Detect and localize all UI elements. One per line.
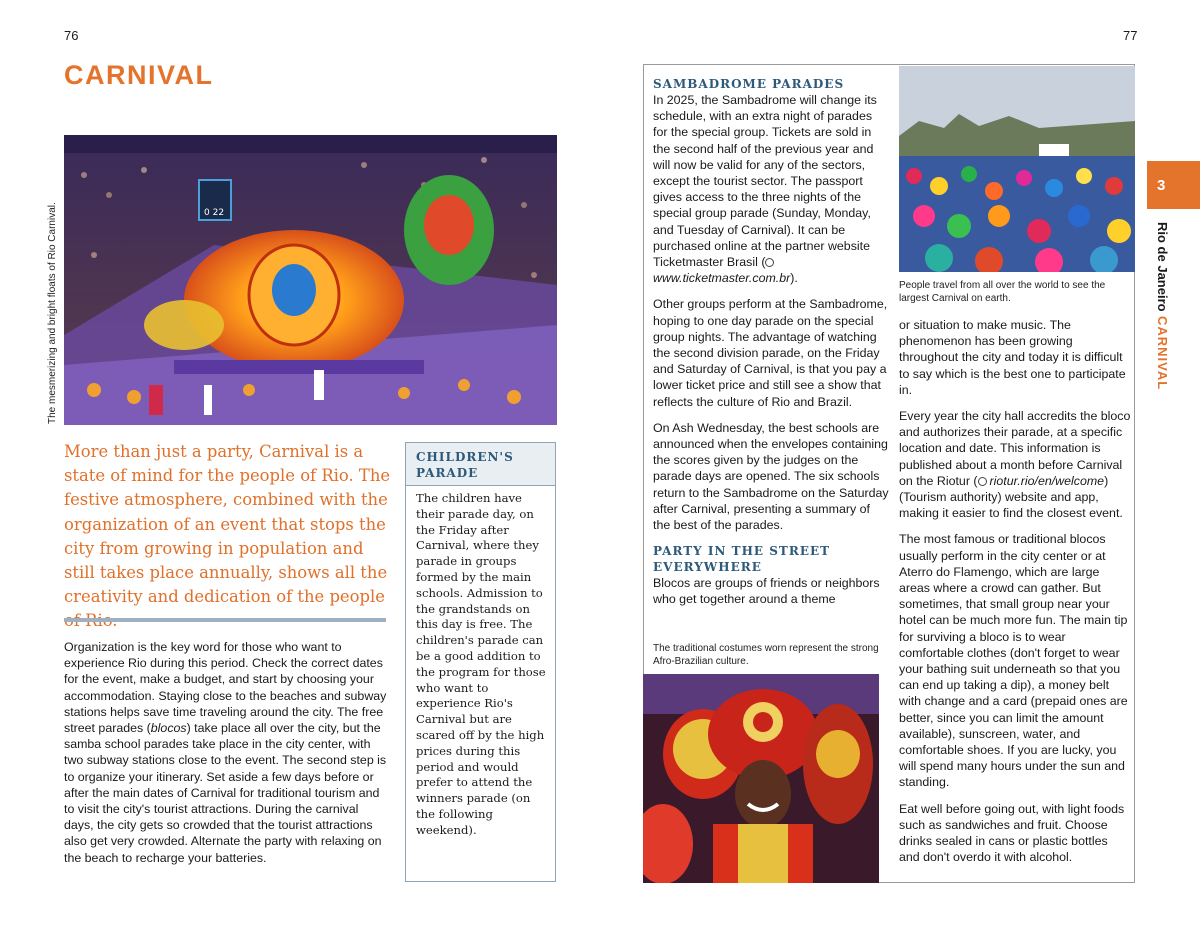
sidebar-text: The children have their parade day, on the Friday after Carnival, where they parade in groups formed by the main schools. Admission to the grandstands on this day is free. The children's parade can be a good addition to the program for those who want to experience Rio's Carnival but are scared off by the high prices during this period and would prefer to attend the winners parade (on the following weekend). <box>416 491 546 837</box>
sambadrome-paragraph-3: On Ash Wednesday, the best schools are announced when the envelopes containing the scores given by the judges on the parade days are opened. The six schools return to the Sambadrome on the Saturday after Carnival, presenting a summary of the best of the parades. <box>653 420 889 533</box>
main-photo-caption: The mesmerizing and bright floats of Rio Carnival. <box>47 202 58 424</box>
sambadrome-heading: SAMBADROME PARADES <box>653 77 845 91</box>
page-number-right: 77 <box>1123 28 1138 43</box>
globe-icon <box>765 258 774 267</box>
riotur-link[interactable]: riotur.rio/en/welcome <box>989 473 1105 488</box>
street-paragraph-3: The most famous or traditional blocos usually perform in the city center or at Aterro do Flamengo, which are large areas where a crowd can gather. But sometimes, that small group near your hotel can be much more fun. The main tip for surviving a bloco is to wear comfortable clothes (don't forget to wear your bathing suit underneath so that you can end up taking a dip), a money belt with change and a card (prepaid ones are better, since you can limit the amount available), sunscreen, water, and comfortable shoes. If you are lucky, you will spend many hours under the sun and standing. <box>899 532 1128 790</box>
body-paragraph: Organization is the key word for those who want to experience Rio during this period. Check the correct dates for the event, make a budget, and start by choosing your accommodation. Staying close to the beaches and subway stations helps save time traveling around the city. The free street parades (blocos) take place all over the city, but the samba school parades take place in the city center, with two subway stations close to the event. The second step is to organize your itinerary. Set aside a few days before or after the main dates of Carnival for traditional tourism and to visit the city's tourist attractions. During the carnival days, the city gets so crowded that the tourist attractions also get very crowded. Alternate the party with relaxing on the beach to recharge your batteries. <box>64 640 387 865</box>
page-number-left: 76 <box>64 28 79 43</box>
section-name-side: CARNIVAL <box>1155 316 1170 391</box>
sidebar-title: CHILDREN'S PARADE <box>406 443 555 486</box>
chapter-number-tab: 3 <box>1147 161 1200 209</box>
childrens-parade-sidebar <box>405 442 556 882</box>
crowd-photo <box>899 66 1135 272</box>
parade-float-photo <box>64 135 557 425</box>
intro-divider <box>64 618 386 622</box>
globe-icon <box>978 477 987 486</box>
street-paragraph-2: Every year the city hall accredits the bloco and authorizes their parade, at a specific location and date. This information is published about a month before Carnival on the Riotur ( riotur.rio/en/welcome)(Tourism authority) website and app, making it easier to find the closest event. <box>899 409 1131 521</box>
street-paragraph-1-continued: or situation to make music. The phenomenon has been growing throughout the city and today it is difficult to say which is the best one to participate in. <box>899 318 1126 397</box>
page-title: CARNIVAL <box>64 60 214 90</box>
sambadrome-paragraph-2: Other groups perform at the Sambadrome, hoping to one day parade on the special group nights. The advantage of watching the second division parade, on the Friday and Saturday of Carnival, is that you pay a lower ticket price and still see a show that reflects the culture of Rio and Brazil. <box>653 297 888 409</box>
street-column <box>899 317 1131 876</box>
street-heading: PARTY IN THE STREET EVERYWHERE <box>653 544 831 575</box>
street-paragraph-1: Blocos are groups of friends or neighbors who get together around a theme <box>653 576 880 607</box>
crowd-photo-caption: People travel from all over the world to see the largest Carnival on earth. <box>899 280 1106 304</box>
street-paragraph-4: Eat well before going out, with light foods such as sandwiches and fruit. Choose drinks sealed in cans or plastic bottles and don't overdo it with alcohol. <box>899 801 1125 865</box>
intro-paragraph: More than just a party, Carnival is a state of mind for the people of Rio. The festive atmosphere, combined with the organization of an event that stops the city from growing in population and still takes place annually, shows all the creativity and dedication of the people <box>64 442 391 607</box>
body-left-column <box>64 639 391 876</box>
chapter-name-side: Rio de Janeiro <box>1155 222 1170 312</box>
scoreboard-text: 0 22 <box>204 208 225 218</box>
costume-photo-caption: The traditional costumes worn represent the strong Afro-Brazilian culture. <box>653 643 879 667</box>
ticketmaster-link[interactable]: www.ticketmaster.com.br <box>653 271 791 286</box>
sambadrome-paragraph-1: In 2025, the Sambadrome will change its schedule, with an extra night of parades for the special group. Tickets are sold in the second half of the previous year and will now be valid for any of the sectors, except the tourist sector. The passport gives access to the three nights of the special group parade (Sunday, Monday, and Tuesday of Carnival). It can be purchased online at the partner website Ticketmaster Brasil (www.ticketmaster.com.br). <box>653 93 877 286</box>
costume-photo <box>643 674 879 883</box>
sambadrome-column <box>653 76 889 608</box>
